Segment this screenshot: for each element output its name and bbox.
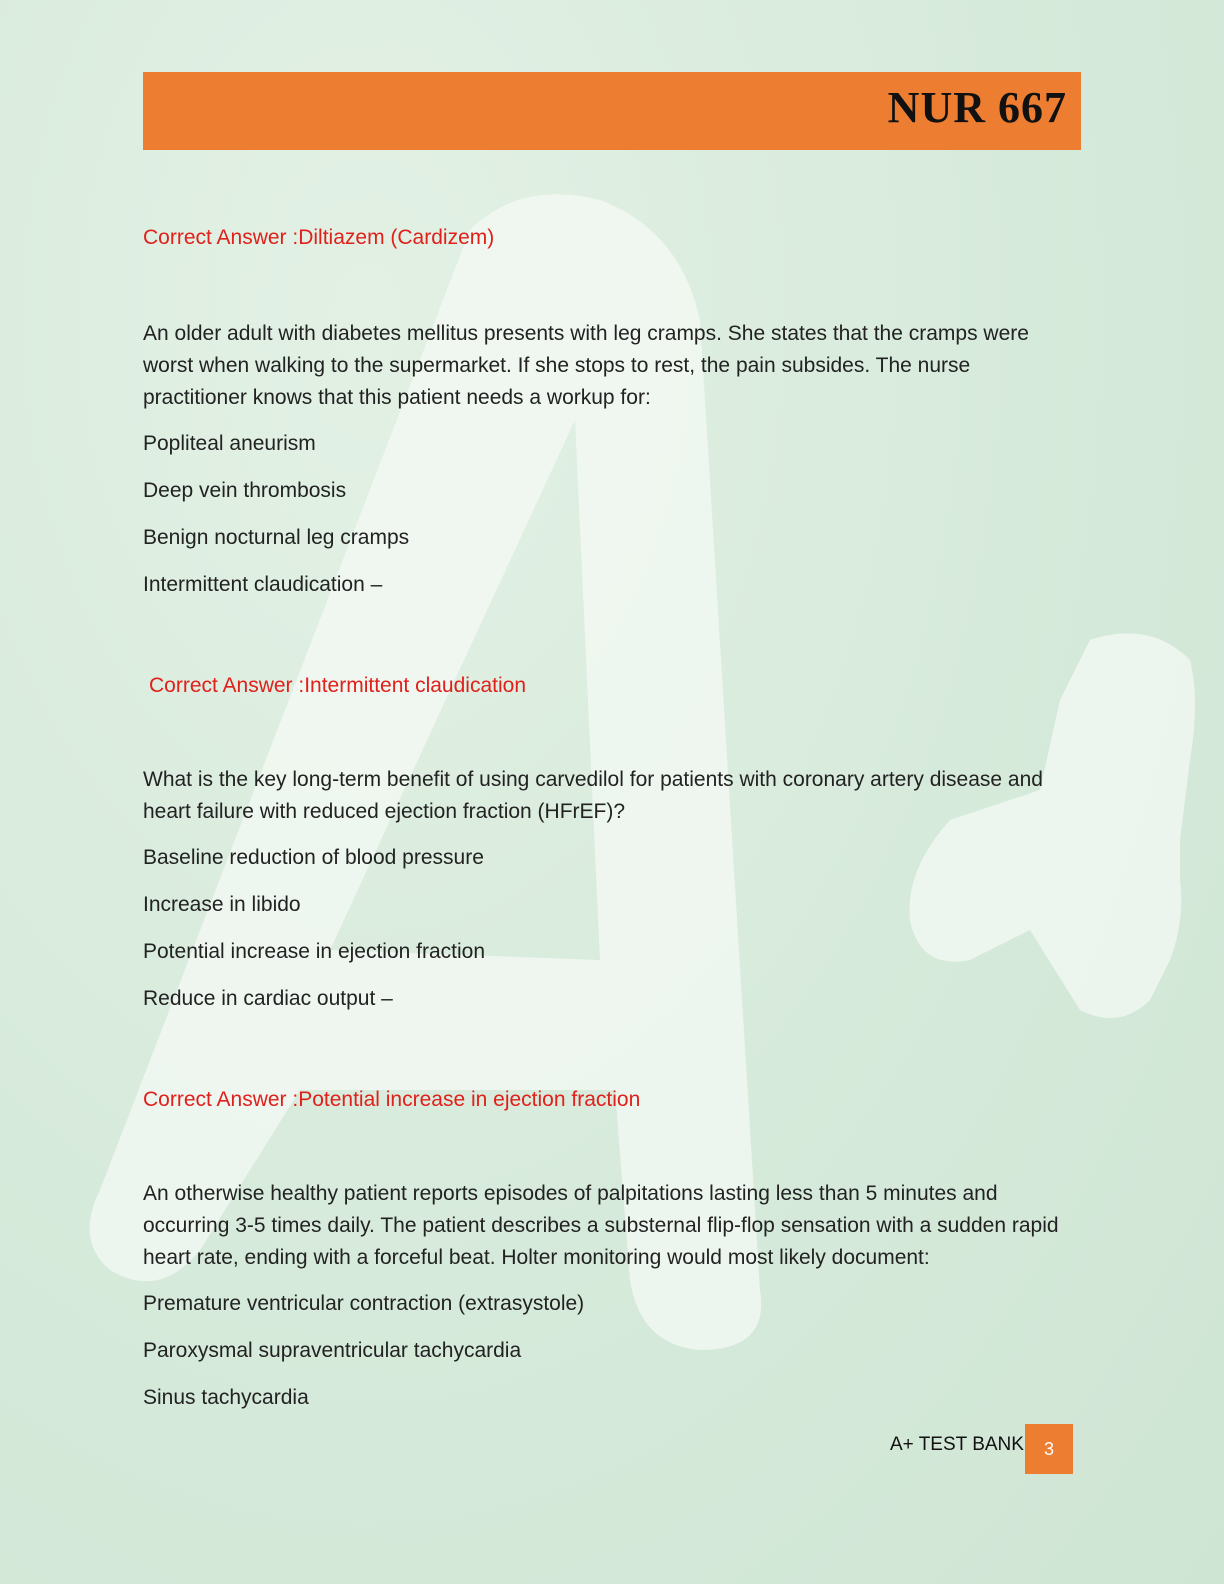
answer-option: Reduce in cardiac output – <box>143 987 393 1010</box>
document-content <box>143 216 1073 1429</box>
correct-answer: Correct Answer :Diltiazem (Cardizem) <box>143 226 495 249</box>
answer-option: Paroxysmal supraventricular tachycardia <box>143 1339 522 1362</box>
question-block <box>143 764 1073 1116</box>
answer-option: Popliteal aneurism <box>143 432 316 455</box>
question-text: An older adult with diabetes mellitus presents with leg cramps. She states that the cramps were worst when walking to the supermarket. If she stops to rest, the pain subsides. The nurse practitioner knows that this patient needs a workup for: <box>143 322 1029 409</box>
answer-option: Benign nocturnal leg cramps <box>143 526 410 549</box>
correct-answer: Correct Answer :Intermittent claudication <box>149 674 526 697</box>
page-number: 3 <box>1025 1424 1073 1474</box>
header-bar <box>143 72 1081 150</box>
answer-option: Deep vein thrombosis <box>143 479 347 502</box>
page-title: NUR 667 <box>887 83 1067 132</box>
answer-option: Premature ventricular contraction (extrasystole) <box>143 1292 585 1315</box>
answer-option: Increase in libido <box>143 893 301 916</box>
question-text: An otherwise healthy patient reports episodes of palpitations lasting less than 5 minutes and occurring 3-5 times daily. The patient describes a substernal flip-flop sensation with a sudden rapid heart rate, ending with a forceful beat. Holter monitoring would most likely document: <box>143 1182 1059 1269</box>
answer-option: Sinus tachycardia <box>143 1386 309 1409</box>
answer-option: Intermittent claudication – <box>143 573 383 596</box>
question-block <box>143 318 1073 702</box>
correct-answer: Correct Answer :Potential increase in ejection fraction <box>143 1088 641 1111</box>
answer-option: Baseline reduction of blood pressure <box>143 846 484 869</box>
question-block <box>143 1178 1073 1414</box>
question-text: What is the key long-term benefit of using carvedilol for patients with coronary artery disease and heart failure with reduced ejection fraction (HFrEF)? <box>143 768 1043 823</box>
answer-option: Potential increase in ejection fraction <box>143 940 486 963</box>
footer-label: A+ TEST BANK <box>890 1434 1024 1455</box>
